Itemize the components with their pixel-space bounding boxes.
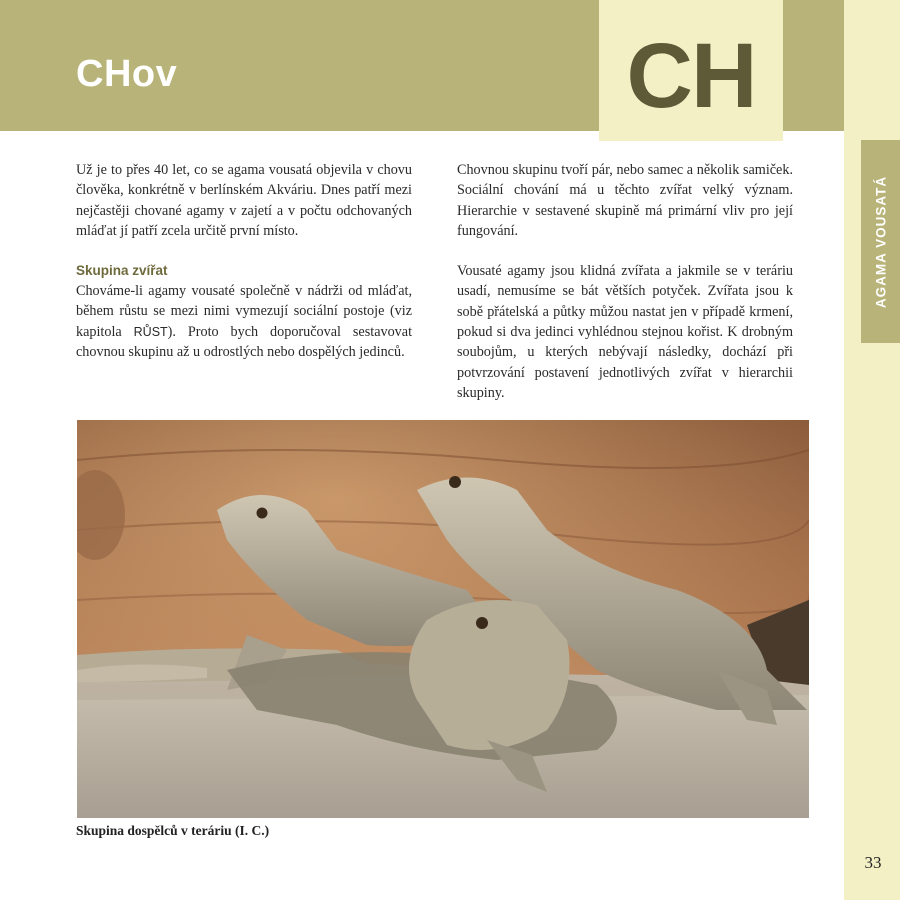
side-strip [844, 0, 900, 900]
intro-paragraph: Už je to přes 40 let, co se agama vousatá objevila v chovu člověka, konkrétně v berlínském Akváriu. Dnes patří mezi nejčastěji chované agamy v zajetí a v počtu odchovaných mláďat jí patří zcela určitě první místo. [76, 162, 412, 239]
page-number: 33 [864, 853, 882, 872]
side-tab [861, 140, 900, 343]
group-text-start: Chováme-li agamy vousaté společně v nádrži od mláďat, během růstu se mezi nimi vymezují sociální postoje (viz kapitola [76, 283, 412, 340]
chapter-letters: CH [626, 25, 756, 127]
group-text-end: ). Proto bych doporučoval sestavovat chovnou skupinu až u odrostlých nebo dospělých jedinců. [76, 323, 413, 361]
page-title: CHov [76, 53, 178, 95]
section-heading: Skupina zvířat [76, 263, 168, 279]
chapter-marker [599, 0, 783, 141]
bearded-dragons-photo [77, 420, 809, 818]
breeding-group-paragraph: Chovnou skupinu tvoří pár, nebo samec a několik samiček. Sociální chování má u těchto zvířat velký význam. Hierarchie v sestavené skupině má primární vliv pro její fungování. [457, 162, 793, 239]
right-column [457, 160, 793, 403]
photo-caption: Skupina dospělců v teráriu (I. C.) [76, 823, 270, 838]
side-tab-label: AGAMA VOUSATÁ [873, 175, 888, 308]
group-paragraph [76, 281, 412, 362]
behaviour-paragraph: Vousaté agamy jsou klidná zvířata a jakmile se v teráriu usadí, nemusíme se bát větších potyček. Zvířata jsou k sobě přátelská a půtky můžou nastat jen v případě krmení, pokud si dva jedinci vyhlédnou stejnou kořist. K drobným soubojům, u kterých nebývají následky, dochází při potvrzování postavení jednotlivých zvířat v hierarchii skupiny. [457, 263, 793, 401]
chapter-reference: RŮST [133, 324, 168, 339]
left-column [76, 160, 412, 362]
